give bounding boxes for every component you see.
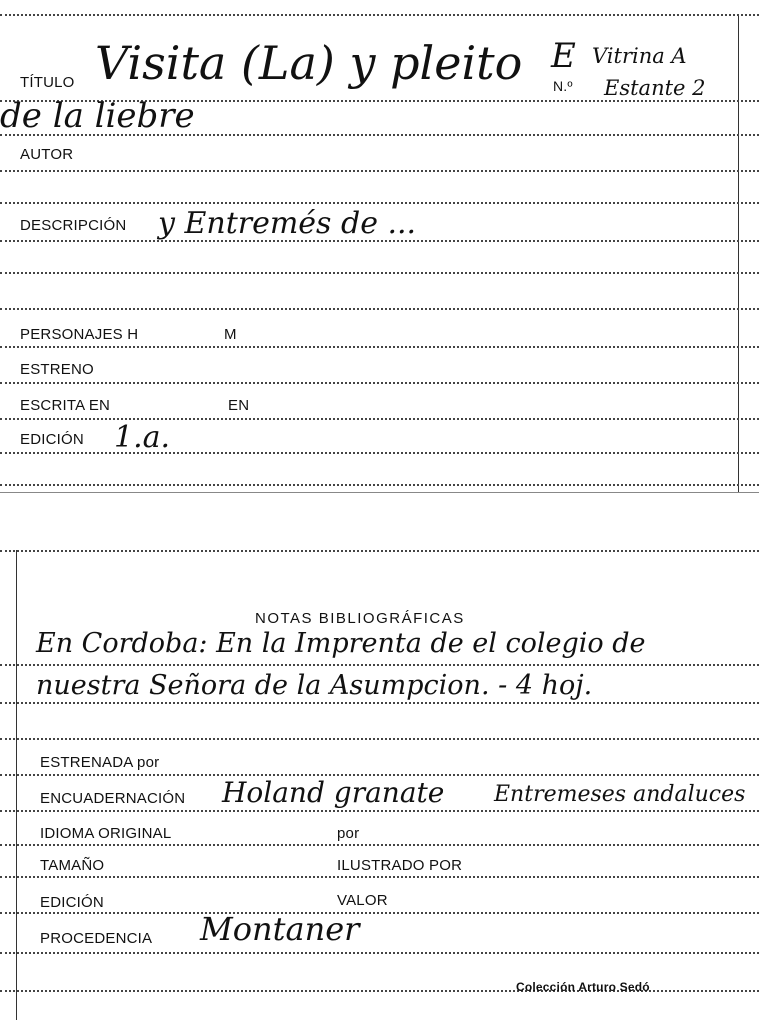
personajes-line <box>0 346 759 348</box>
catalog-card-back <box>0 540 759 1028</box>
tamano-line <box>0 876 759 878</box>
personajes-m-label: M <box>224 326 237 343</box>
titulo-handwritten-line2: de la liebre <box>0 96 195 136</box>
procedencia-handwritten: Montaner <box>200 910 360 948</box>
titulo-line2 <box>0 134 759 136</box>
card-left-edge <box>16 550 17 1020</box>
escrita-en2-label: EN <box>228 397 250 414</box>
card-bottom-edge <box>0 492 759 493</box>
descripcion-handwritten: y Entremés de ... <box>158 206 417 241</box>
procedencia-line <box>0 952 759 954</box>
estrenada-label: ESTRENADA por <box>40 754 160 771</box>
notas-line-2 <box>0 702 759 704</box>
collection-footer: Colección Arturo Sedó <box>516 980 650 994</box>
shelf-estante-handwritten: Estante 2 <box>604 76 706 100</box>
encuadernacion-line <box>0 810 759 812</box>
edicion-label: EDICIÓN <box>20 431 84 448</box>
titulo-handwritten-line1: Visita (La) y pleito <box>95 36 523 90</box>
escrita-en-label: ESCRITA EN <box>20 397 111 414</box>
encuadernacion-handwritten: Holand granate <box>222 776 445 809</box>
estreno-label: ESTRENO <box>20 361 94 378</box>
blank-line-3 <box>0 308 759 310</box>
valor-label: VALOR <box>337 892 388 909</box>
idioma-line <box>0 844 759 846</box>
catalog-card-front <box>0 0 759 500</box>
descripcion-label: DESCRIPCIÓN <box>20 217 127 234</box>
procedencia-label: PROCEDENCIA <box>40 930 153 947</box>
notas-handwritten-line1: En Cordoba: En la Imprenta de el colegio de <box>36 628 646 659</box>
back-top-border <box>0 550 759 552</box>
encuadernacion-extra-handwritten: Entremeses andaluces <box>494 782 746 807</box>
blank-line-2 <box>0 272 759 274</box>
notas-line-3 <box>0 738 759 740</box>
blank-line-1 <box>0 202 759 204</box>
encuadernacion-label: ENCUADERNACIÓN <box>40 790 186 807</box>
edicion-back-label: EDICIÓN <box>40 894 104 911</box>
shelf-vitrina-handwritten: Vitrina A <box>592 44 687 68</box>
edicion-handwritten: 1.a. <box>114 420 171 455</box>
descripcion-line <box>0 240 759 242</box>
numero-label: N.º <box>553 78 573 94</box>
notas-title: NOTAS BIBLIOGRÁFICAS <box>255 610 465 627</box>
autor-label: AUTOR <box>20 146 74 163</box>
autor-line <box>0 170 759 172</box>
notas-handwritten-line2: nuestra Señora de la Asumpcion. - 4 hoj. <box>36 670 593 701</box>
personajes-label: PERSONAJES H <box>20 326 139 343</box>
ilustrado-label: ILUSTRADO POR <box>337 857 463 874</box>
shelf-letter-handwritten: E <box>551 36 576 76</box>
tamano-label: TAMAÑO <box>40 857 105 874</box>
edicion-back-line <box>0 912 759 914</box>
idioma-label: IDIOMA ORIGINAL <box>40 825 172 842</box>
estreno-line <box>0 382 759 384</box>
notas-line-1 <box>0 664 759 666</box>
card-right-edge <box>738 14 739 492</box>
bottom-border <box>0 484 759 486</box>
edicion-line <box>0 452 759 454</box>
idioma-por-label: por <box>337 825 360 842</box>
titulo-label: TÍTULO <box>20 74 75 91</box>
top-border <box>0 14 759 16</box>
